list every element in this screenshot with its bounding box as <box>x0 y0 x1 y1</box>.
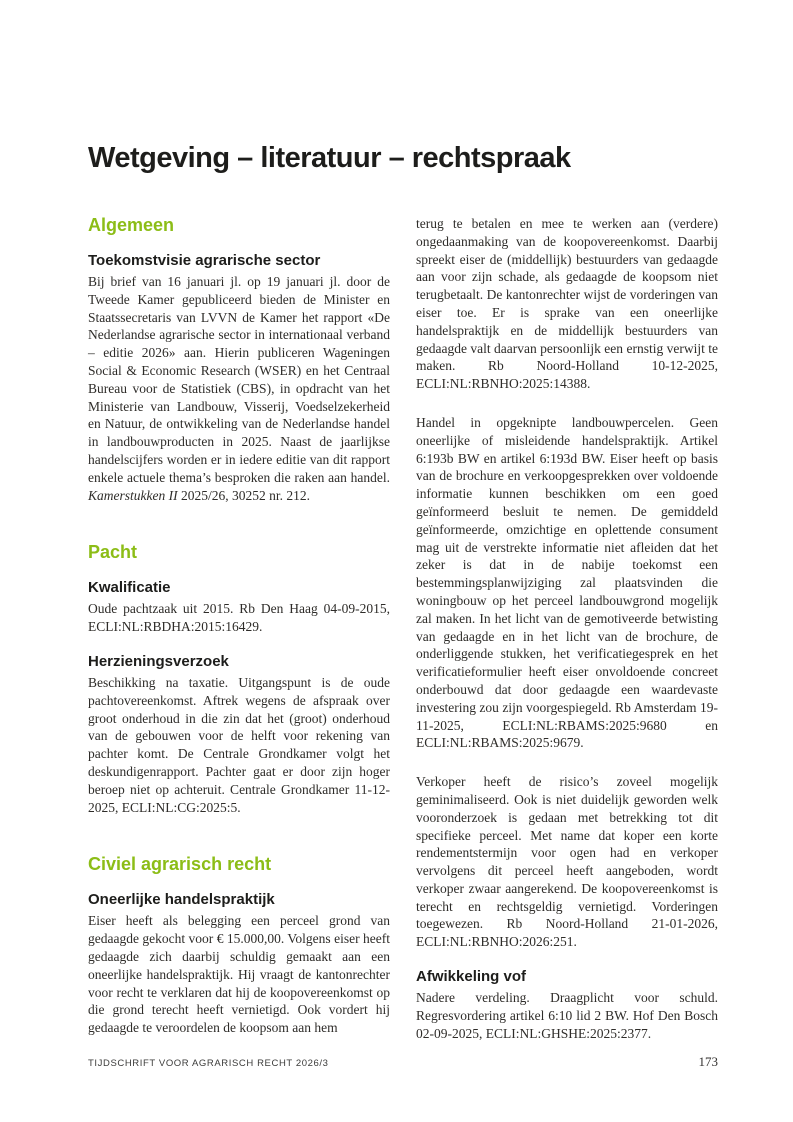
page-title: Wetgeving – literatuur – rechtspraak <box>88 142 571 174</box>
right-column <box>416 215 718 1042</box>
entry-title-kwalificatie: Kwalificatie <box>88 579 171 597</box>
entry-title-afwikkeling-vof: Afwikkeling vof <box>416 968 527 986</box>
entry-body-toekomstvisie <box>88 273 390 504</box>
entry-body-kwalificatie: Oude pachtzaak uit 2015. Rb Den Haag 04-09-2015, ECLI:NL:RBDHA:2015:16429. <box>88 601 390 635</box>
entry-title-herzieningsverzoek: Herzieningsverzoek <box>88 652 229 670</box>
section-heading-civiel-agrarisch-recht: Civiel agrarisch recht <box>88 854 272 875</box>
footer-page-number: 173 <box>698 1054 718 1069</box>
page-content <box>88 0 718 1042</box>
entry-body-handel-opgeknipte-landbouwpercelen: Handel in opgeknipte landbouwpercelen. Geen oneerlijke of misleidende handelspraktijk. Artikel 6:193b BW en artikel 6:193d BW. Eiser heeft op basis van de brochure en verkoopgesprekken over voldoende informatie kunnen beschikken om een goed geïnformeerd besluit te nemen. De gemiddeld geïnformeerde, omzichtige en oplettende consument mag uit de verstrekte informatie niet afleiden dat het zeker is dat in de nabije toekomst een bestemmingsplanwijziging zal plaatsvinden die woningbouw op het perceel landbouwgrond mogelijk zal maken. In het licht van de gemotiveerde betwisting van gedaagde en in het licht van de brochure, de onderliggende stukken, het verificatiegesprek en het verificatieformulier heeft eiser onvoldoende concreet onderbouwd dat door gedaagde een waardevaste investering zou zijn voorgespiegeld. Rb Amsterdam 19-11-2025, ECLI:NL:RBAMS:2025:9680 en ECLI:NL:RBAMS:2025:9679. <box>416 414 718 751</box>
footer-journal-title: TIJDSCHRIFT VOOR AGRARISCH RECHT 2026/3 <box>88 1058 329 1069</box>
toekomstvisie-text-start: Bij brief van 16 januari jl. op 19 januari jl. door de Tweede Kamer gepubliceerd bieden de Minister en Staatssecretaris van LVVN de Kamer het rapport «De Nederlandse agrarische sector in internationaal verband – editie 2026» aan. Hierin publiceren Wageningen Social & Economic Research (WSER) en het Centraal Bureau voor de Statistiek (CBS), in opdracht van het Ministerie van Landbouw, Visserij, Voedselzekerheid en Natuur, de ontwikkeling van de Nederlandse handel in landbouwproducten in 2025. Naast de jaarlijkse handelscijfers worden er in iedere editie van dit rapport enkele actuele thema’s besproken die raken aan handel. <box>88 274 390 485</box>
entry-body-verkoper-risicos: Verkoper heeft de risico’s zoveel mogelijk geminimaliseerd. Ook is niet duidelijk geworden welk vooronderzoek is gedaan met betrekking tot dit specifieke perceel. Met name dat koper een korte rendementstermijn voor ogen had en verkoper vervolgens dit perceel heeft aangeboden, wordt verkoper zwaar aangerekend. De koopovereenkomst is terecht en rechtsgeldig vernietigd. Vorderingen toegewezen. Rb Noord-Holland 21-01-2026, ECLI:NL:RBNHO:2026:251. <box>416 774 718 950</box>
entry-title-toekomstvisie: Toekomstvisie agrarische sector <box>88 252 321 269</box>
toekomstvisie-text-end: 2025/26, 30252 nr. 212. <box>177 487 310 503</box>
section-heading-algemeen: Algemeen <box>88 215 175 235</box>
entry-body-oneerlijke-handelspraktijk-part2: terug te betalen en mee te werken aan (verdere) ongedaanmaking van de koopovereenkomst. Daarbij spreekt eiser de (middellijk) bestuurders van gedaagde aan voor zijn schade, als gedaagde de koopsom niet terugbetaalt. De kantonrechter wijst de vorderingen van eiser toe. Er is sprake van een oneerlijke handelspraktijk en de middellijk bestuurders van gedaagde valt daarvan persoonlijk een ernstig verwijt te maken. Rb Noord-Holland 10-12-2025, ECLI:NL:RBNHO:2025:14388. <box>416 216 718 392</box>
section-heading-pacht: Pacht <box>88 542 138 563</box>
entry-body-afwikkeling-vof: Nadere verdeling. Draagplicht voor schuld. Regresvordering artikel 6:10 lid 2 BW. Hof Den Bosch 02-09-2025, ECLI:NL:GHSHE:2025:2377. <box>416 990 718 1041</box>
toekomstvisie-citation-italic: Kamerstukken II <box>88 487 178 503</box>
left-column <box>88 215 390 1042</box>
entry-title-oneerlijke-handelspraktijk: Oneerlijke handelspraktijk <box>88 891 275 909</box>
two-column-layout <box>88 215 718 1042</box>
entry-body-herzieningsverzoek: Beschikking na taxatie. Uitgangspunt is de oude pachtovereenkomst. Aftrek wegens de afspraak over groot onderhoud in die zin dat het (groot) onderhoud van de gebouwen voor de helft voor rekening van pachter komt. De Centrale Grondkamer volgt het deskundigenrapport. Pachter gaat er door zijn hoger beroep niet op achteruit. Centrale Grondkamer 11-12-2025, ECLI:NL:CG:2025:5. <box>88 674 390 815</box>
page-footer <box>88 1054 718 1070</box>
entry-body-oneerlijke-handelspraktijk-part1: Eiser heeft als belegging een perceel grond van gedaagde gekocht voor € 15.000,00. Volgens eiser heeft gedaagde zich daarbij schuldig gemaakt aan een oneerlijke handelspraktijk. Hij vraagt de kantonrechter voor recht te verklaren dat hij de koopovereenkomst op die grond terecht heeft vernietigd. Ook vordert hij gedaagde te veroordelen de koopsom aan hem <box>88 913 390 1036</box>
